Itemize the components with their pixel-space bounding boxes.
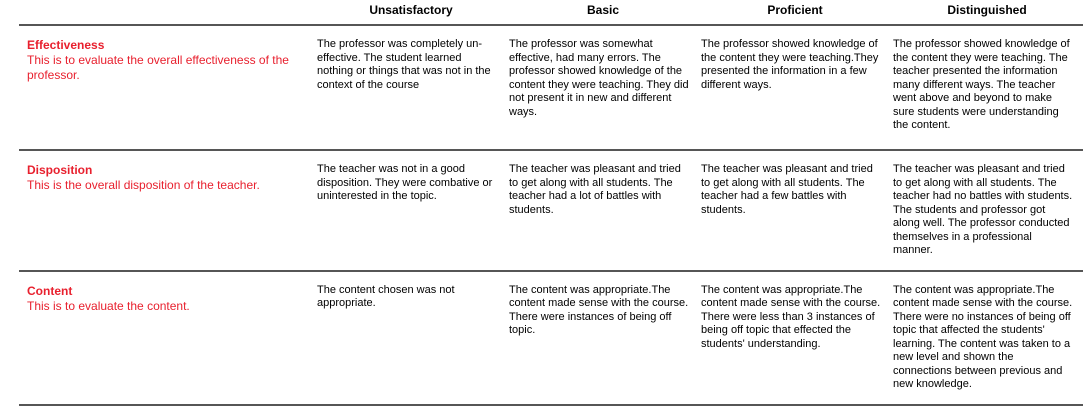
criterion-description: This is to evaluate the overall effectiveness of the professor. [27,53,289,82]
table-row-disposition [19,150,1083,271]
rubric-cell-disposition-distinguished: The teacher was pleasant and tried to get along with all students. The teacher had no battles with students. The students and professor got along well. The professor conducted themselves in a professional manner. [891,150,1083,271]
rubric-table [19,0,1083,406]
criterion-description: This is to evaluate the content. [27,298,190,313]
rubric-cell-content-unsatisfactory: The content chosen was not appropriate. [315,271,507,405]
criterion-description: This is the overall disposition of the teacher. [27,178,260,192]
rubric-cell-effectiveness-basic: The professor was somewhat effective, had many errors. The professor showed knowledge of the content they were teaching. They did not present it in new and different ways. [507,25,699,150]
criterion-cell [19,150,315,271]
criteria-column-header [19,0,315,25]
rubric-cell-effectiveness-distinguished: The professor showed knowledge of the content they were teaching. The teacher presented the information many different ways. The teacher went above and beyond to make sure students were understanding the content. [891,25,1083,150]
rubric-cell-disposition-unsatisfactory: The teacher was not in a good disposition. They were combative or uninterested in the topic. [315,150,507,271]
column-header-proficient: Proficient [699,0,891,25]
header-row [19,0,1083,25]
column-header-unsatisfactory: Unsatisfactory [315,0,507,25]
rubric-cell-disposition-basic: The teacher was pleasant and tried to get along with all students. The teacher had a lot of battles with students. [507,150,699,271]
criterion-cell [19,271,315,405]
rubric-cell-effectiveness-proficient: The professor showed knowledge of the content they were teaching.They presented the information in a few different ways. [699,25,891,150]
rubric-cell-content-proficient: The content was appropriate.The content made sense with the course. There were less than 3 instances of being off topic that effected the students' understanding. [699,271,891,405]
table-row-effectiveness [19,25,1083,150]
criterion-cell [19,25,315,150]
rubric-cell-content-basic: The content was appropriate.The content made sense with the course. There were instances of being off topic. [507,271,699,405]
criterion-title: Content [27,283,73,298]
criterion-title: Disposition [27,163,93,177]
criterion-title: Effectiveness [27,38,105,52]
rubric-cell-content-distinguished: The content was appropriate.The content made sense with the course. There were no instances of being off topic that affected the students' learning. The content was taken to a new level and shown the connections between previous and new knowledge. [891,271,1083,405]
column-header-basic: Basic [507,0,699,25]
rubric-cell-disposition-proficient: The teacher was pleasant and tried to get along with all students. The teacher had a few battles with students. [699,150,891,271]
rubric-cell-effectiveness-unsatisfactory: The professor was completely un-effective. The student learned nothing or things that was not in the context of the course [315,25,507,150]
table-row-content [19,271,1083,405]
column-header-distinguished: Distinguished [891,0,1083,25]
